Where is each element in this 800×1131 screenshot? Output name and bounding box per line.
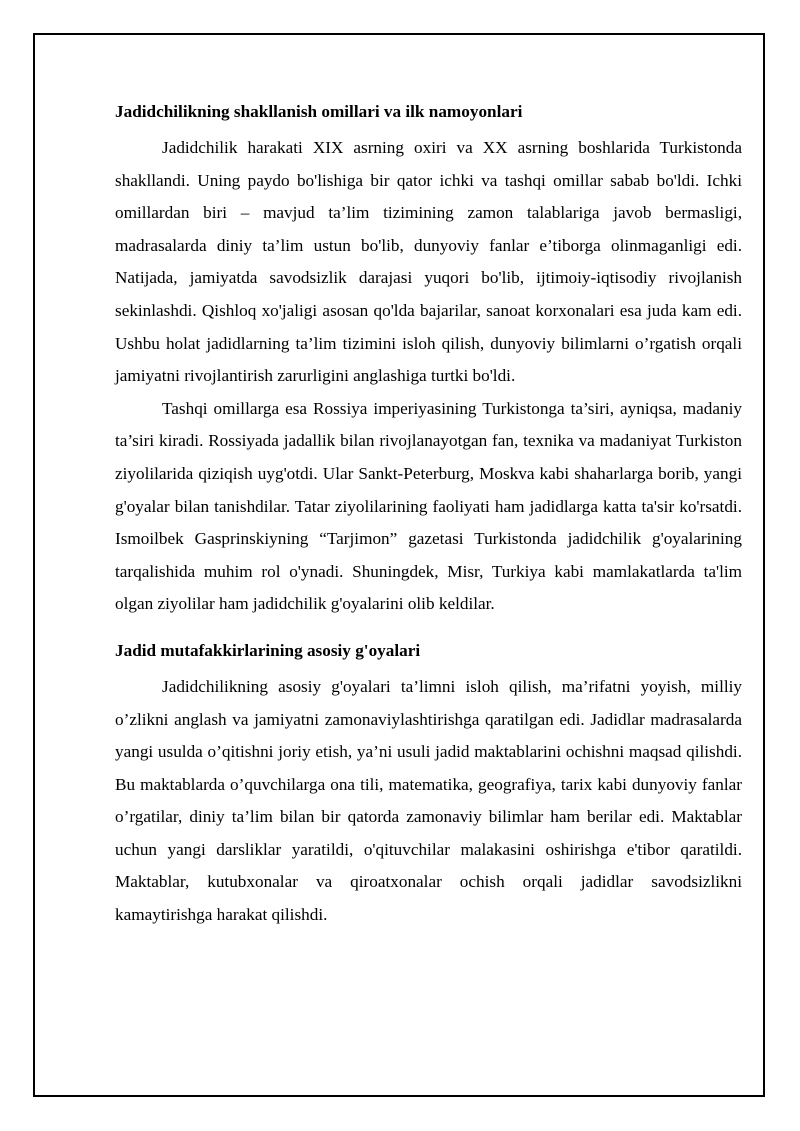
section-heading-main-ideas: Jadid mutafakkirlarining asosiy g'oyalari <box>115 640 421 660</box>
section-heading-formation: Jadidchilikning shakllanish omillari va ilk namoyonlari <box>115 102 523 121</box>
paragraph-main-ideas: Jadidchilikning asosiy g'oyalari ta’limni isloh qilish, ma’rifatni yoyish, milliy o’zlikni anglash va jamiyatni zamonaviylashtirishga qaratilgan edi. Jadidlar madrasalarda yangi usulda o’qitishni joriy etish, ya’ni usuli jadid maktablarini ochishni maqsad qilishdi. Bu maktablarda o’quvchilarga ona tili, matematika, geografiya, tarix kabi dunyoviy fanlar o’rgatilar, diniy ta’lim bilan bir qatorda zamonaviy bilimlar ham berilar edi. Maktablar uchun yangi darsliklar yaratildi, o'qituvchilar malakasini oshirishga e'tibor qaratildi. Maktablar, kutubxonalar va qiroatxonalar ochish orqali jadidlar savodsizlikni kamaytirishga harakat qilishdi. <box>115 676 742 925</box>
paragraph-internal-factors: Jadidchilik harakati XIX asrning oxiri va XX asrning boshlarida Turkistonda shakllandi. Uning paydo bo'lishiga bir qator ichki va tashqi omillar sabab bo'ldi. Ichki omillardan biri – mavjud ta’lim tizimining zamon talablariga javob bermasligi, madrasalarda diniy ta’lim ustun bo'lib, dunyoviy fanlar e’tiborga olinmaganligi edi. Natijada, jamiyatda savodsizlik darajasi yuqori bo'lib, ijtimoiy-iqtisodiy rivojlanish sekinlashdi. Qishloq xo'jaligi asosan qo'lda bajarilar, sanoat korxonalari esa juda kam edi. Ushbu holat jadidlarning ta’lim tizimini isloh qilish, dunyoviy bilimlarni o’rgatish orqali jamiyatni rivojlantirish zarurligini anglashiga turtki bo'ldi. <box>115 138 742 386</box>
paragraph-external-factors: Tashqi omillarga esa Rossiya imperiyasining Turkistonga ta’siri, ayniqsa, madaniy ta’siri kiradi. Rossiyada jadallik bilan rivojlanayotgan fan, texnika va madaniyat Turkiston ziyolilarida qiziqish uyg'otdi. Ular Sankt-Peterburg, Moskva kabi shaharlarga borib, yangi g'oyalar bilan tanishdilar. Tatar ziyolilarining faoliyati ham jadidlarga katta ta'sir ko'rsatdi. Ismoilbek Gasprinskiyning “Tarjimon” gazetasi Turkistonda jadidchilik g'oyalarining tarqalishida muhim rol o'ynadi. Shuningdek, Misr, Turkiya kabi mamlakatlarda ta'lim olgan ziyolilar ham jadidchilik g'oyalarini olib keldilar. <box>115 398 742 614</box>
document-body <box>115 96 742 932</box>
